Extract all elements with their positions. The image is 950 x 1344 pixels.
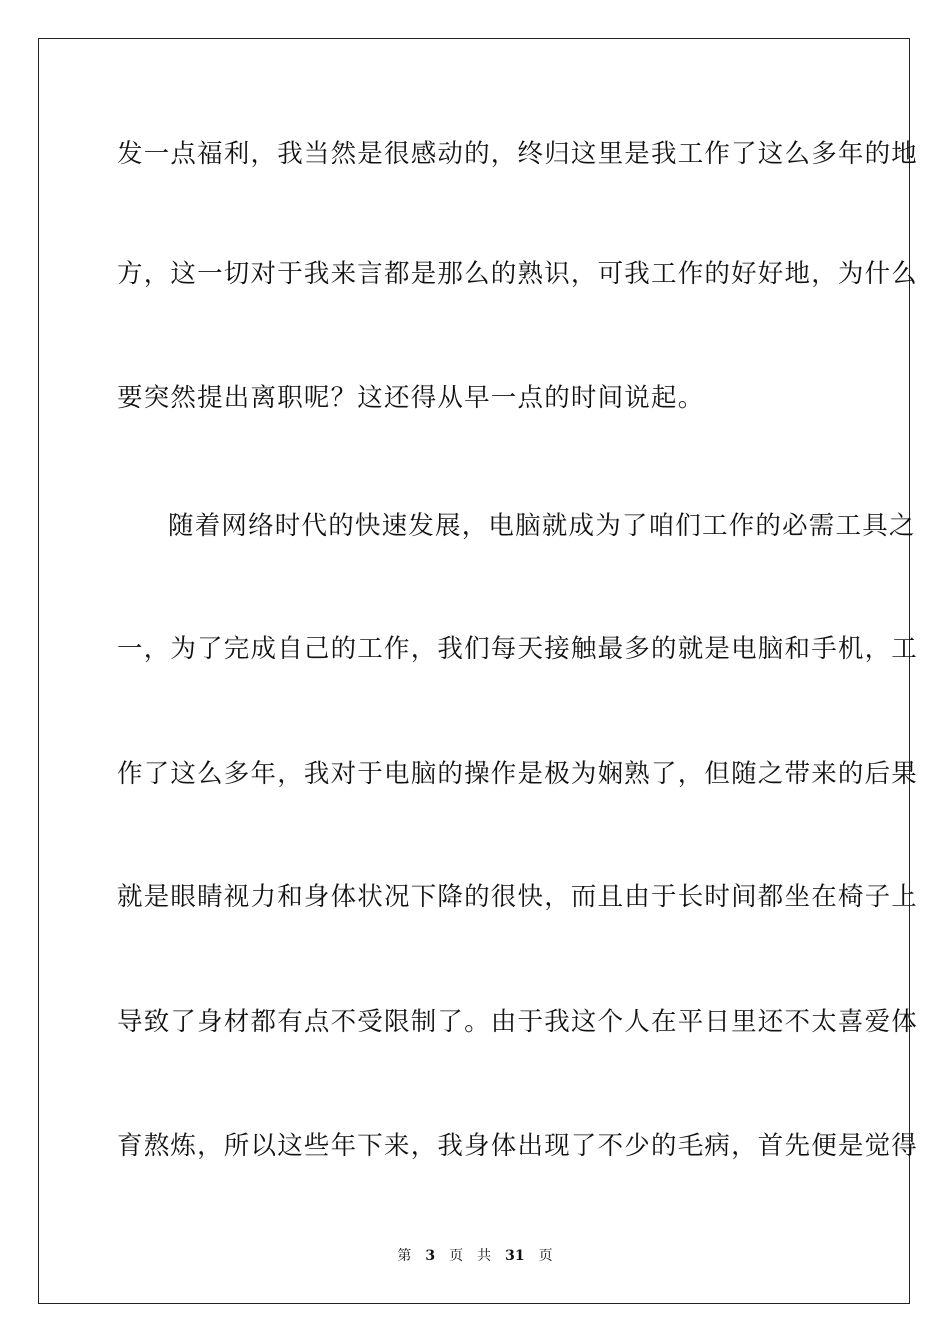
paragraph-line: 育熬炼，所以这些年下来，我身体出现了不少的毛病，首先便是觉得 xyxy=(117,1131,919,1161)
page-number: 3 xyxy=(425,1248,436,1264)
paragraph-line: 方，这一切对于我来言都是那么的熟识，可我工作的好好地，为什么 xyxy=(117,259,919,289)
page-indicator xyxy=(397,1248,463,1264)
page-prefix: 第 xyxy=(397,1248,412,1264)
paragraph-line: 就是眼睛视力和身体状况下降的很快，而且由于长时间都坐在椅子上 xyxy=(117,882,919,912)
page-footer xyxy=(0,1246,950,1266)
page-border xyxy=(38,38,919,1304)
paragraph-line: 要突然提出离职呢？这还得从早一点的时间说起。 xyxy=(117,383,705,413)
paragraph-line: 导致了身材都有点不受限制了。由于我这个人在平日里还不太喜爱体 xyxy=(117,1007,919,1037)
total-pages: 31 xyxy=(505,1248,525,1264)
paragraph-line-indented: 随着网络时代的快速发展，电脑就成为了咱们工作的必需工具之 xyxy=(168,511,916,541)
page-suffix: 页 xyxy=(449,1248,464,1264)
total-prefix: 共 xyxy=(477,1248,492,1264)
paragraph-line: 作了这么多年，我对于电脑的操作是极为娴熟了，但随之带来的后果 xyxy=(117,759,919,789)
paragraph-line: 发一点福利，我当然是很感动的，终归这里是我工作了这么多年的地 xyxy=(117,139,919,169)
total-suffix: 页 xyxy=(538,1248,553,1264)
paragraph-line: 一，为了完成自己的工作，我们每天接触最多的就是电脑和手机，工 xyxy=(117,634,919,664)
total-indicator xyxy=(477,1248,552,1264)
